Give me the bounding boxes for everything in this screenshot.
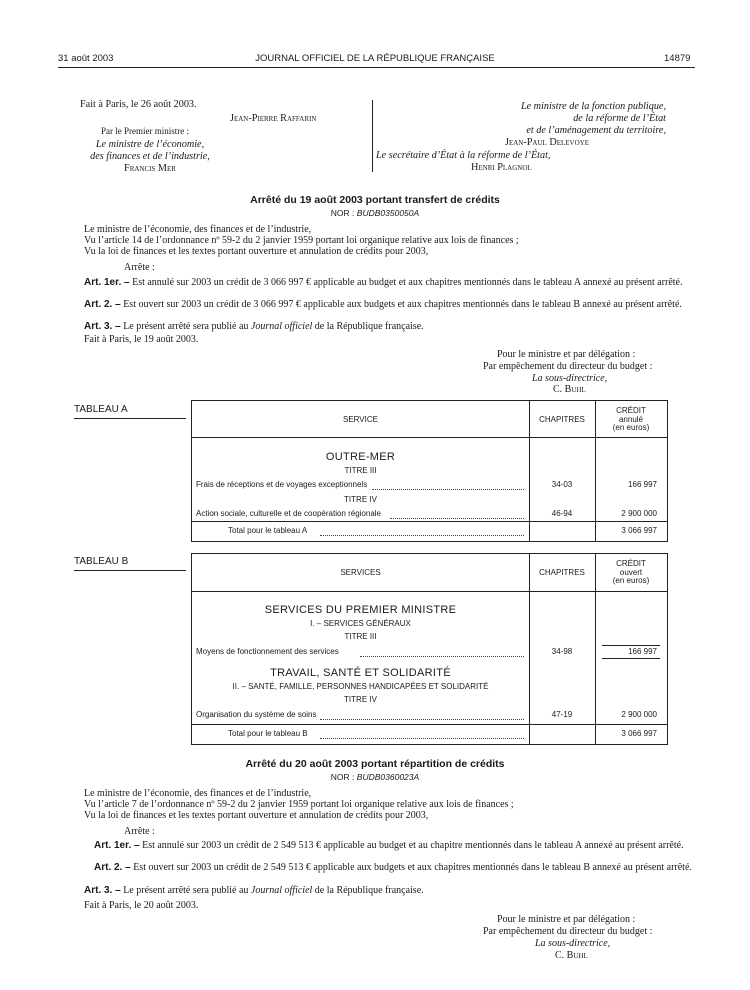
tableau-a-row2-chap: 46-94 bbox=[551, 509, 573, 518]
arrete1-nor-code: BUDB0350050A bbox=[356, 208, 420, 218]
arrete1-art2-text: Est ouvert sur 2003 un crédit de 3 066 997 € applicable aux budgets et aux chapitres mentionnés dans le tableau B annexé au présent arrêté. bbox=[123, 299, 682, 310]
tableau-b-sub2: II. – SANTÉ, FAMILLE, PERSONNES HANDICAPÉES ET SOLIDARITÉ bbox=[232, 682, 489, 691]
sig-right-line1: Le ministre de la fonction publique, bbox=[520, 101, 666, 112]
tableau-a-col-service: SERVICE bbox=[343, 415, 378, 424]
arrete2-done: Fait à Paris, le 20 août 2003. bbox=[84, 900, 199, 911]
arrete2-art2-text: Est ouvert sur 2003 un crédit de 2 549 513 € applicable aux budgets et aux chapitres mentionnés dans le tableau B annexé au présent arrêté. bbox=[133, 862, 692, 873]
arrete2-sig3: La sous-directrice, bbox=[535, 938, 611, 949]
tableau-b-header-rule bbox=[192, 591, 667, 592]
arrete2-intro: Le ministre de l’économie, des finances et de l’industrie, bbox=[84, 788, 312, 799]
tableau-b-row1-overline bbox=[602, 645, 660, 646]
header-journal-title: JOURNAL OFFICIEL DE LA RÉPUBLIQUE FRANÇAISE bbox=[255, 53, 495, 64]
tableau-a-row2-leader bbox=[390, 518, 524, 519]
tableau-b-sub1: I. – SERVICES GÉNÉRAUX bbox=[310, 619, 411, 628]
sig-left-minister-name: Francis Mer bbox=[124, 163, 176, 174]
tableau-a-total-label: Total pour le tableau A bbox=[228, 526, 308, 535]
tableau-b-row2-val: 2 900 000 bbox=[621, 710, 657, 719]
arrete1-art2-label: Art. 2. – bbox=[84, 299, 121, 310]
arrete1-art3-journal: Journal officiel bbox=[250, 321, 313, 332]
sig-left-minister-2: des finances et de l’industrie, bbox=[90, 151, 210, 162]
arrete2-art2-label: Art. 2. – bbox=[94, 862, 131, 873]
tableau-a-row1-val: 166 997 bbox=[628, 480, 657, 489]
arrete1-vu1: Vu l’article 14 de l’ordonnance nº 59-2 du 2 janvier 1959 portant loi organique relative aux lois de finances ; bbox=[84, 235, 519, 246]
tableau-b-label: TABLEAU B bbox=[74, 556, 129, 567]
tableau-b-row1-underline bbox=[602, 658, 660, 659]
arrete2-arrete: Arrête : bbox=[124, 826, 155, 837]
arrete2-art3-label: Art. 3. – bbox=[84, 885, 121, 896]
tableau-a-titre3: TITRE III bbox=[344, 466, 377, 475]
tableau-a-rule bbox=[74, 418, 186, 419]
arrete1-nor bbox=[0, 208, 750, 218]
arrete2-art1-label: Art. 1er. – bbox=[94, 840, 140, 851]
arrete1-title: Arrêté du 19 août 2003 portant transfert de crédits bbox=[250, 194, 500, 206]
sig-left-minister-1: Le ministre de l’économie, bbox=[95, 139, 205, 150]
tableau-a-col-credit-2: annulé bbox=[618, 415, 644, 424]
tableau-a-col-chapitres: CHAPITRES bbox=[539, 415, 585, 424]
arrete1-nor-label: NOR : bbox=[330, 208, 355, 218]
arrete2-sig2: Par empêchement du directeur du budget : bbox=[483, 926, 653, 937]
tableau-a-label: TABLEAU A bbox=[74, 404, 128, 415]
tableau-b-total-rule bbox=[192, 724, 667, 725]
arrete1-art1-label: Art. 1er. – bbox=[84, 277, 130, 288]
tableau-b-col-credit-3: (en euros) bbox=[612, 576, 650, 585]
sig-right-line2: de la réforme de l’État bbox=[573, 113, 666, 124]
arrete2-art2 bbox=[84, 862, 696, 873]
arrete2-art1 bbox=[84, 840, 696, 851]
header-page-number: 14879 bbox=[664, 53, 691, 64]
arrete1-art3-pre: Le présent arrêté sera publié au bbox=[123, 321, 249, 332]
tableau-b-row2-chap: 47-19 bbox=[551, 710, 573, 719]
arrete2-title: Arrêté du 20 août 2003 portant répartition de crédits bbox=[245, 758, 505, 770]
tableau-b-row1-val: 166 997 bbox=[628, 647, 657, 656]
sig-left-done: Fait à Paris, le 26 août 2003. bbox=[80, 99, 197, 110]
tableau-a-row1-chap: 34-03 bbox=[551, 480, 573, 489]
arrete2-nor-label: NOR : bbox=[330, 772, 355, 782]
header-date: 31 août 2003 bbox=[58, 53, 114, 64]
arrete1-sig4: C. Buhl bbox=[553, 384, 586, 395]
tableau-a-row1-label: Frais de réceptions et de voyages exceptionnels bbox=[196, 480, 368, 489]
tableau-b-col-credit-1: CRÉDIT bbox=[616, 559, 646, 568]
tableau-b-total-leader bbox=[320, 738, 524, 739]
tableau-a-row1-leader bbox=[372, 489, 524, 490]
signature-divider bbox=[372, 100, 373, 172]
arrete1-art3-post: de la République française. bbox=[314, 321, 424, 332]
tableau-a-header-rule bbox=[192, 437, 667, 438]
arrete2-nor-code: BUDB0360023A bbox=[356, 772, 420, 782]
tableau-b-row1-chap: 34-98 bbox=[551, 647, 573, 656]
tableau-b bbox=[191, 553, 668, 745]
arrete1-sig1: Pour le ministre et par délégation : bbox=[497, 349, 636, 360]
tableau-a-titre4: TITRE IV bbox=[344, 495, 377, 504]
tableau-b-section1: SERVICES DU PREMIER MINISTRE bbox=[264, 604, 457, 616]
arrete1-art2 bbox=[74, 299, 696, 310]
tableau-a-col-credit-3: (en euros) bbox=[612, 423, 650, 432]
arrete1-done: Fait à Paris, le 19 août 2003. bbox=[84, 334, 199, 345]
tableau-a-total-leader bbox=[320, 535, 524, 536]
tableau-a-col-credit-1: CRÉDIT bbox=[616, 406, 646, 415]
arrete2-sig1: Pour le ministre et par délégation : bbox=[497, 914, 636, 925]
tableau-a-total-rule bbox=[192, 521, 667, 522]
arrete2-art1-text: Est annulé sur 2003 un crédit de 2 549 513 € applicable au budget et au chapitre mentionnés dans le tableau A annexé au présent arrêté. bbox=[142, 840, 684, 851]
tableau-b-titre3: TITRE III bbox=[344, 632, 377, 641]
sig-right-name1: Jean-Paul Delevoye bbox=[505, 137, 589, 148]
arrete2-art3 bbox=[84, 885, 424, 896]
arrete2-art3-pre: Le présent arrêté sera publié au bbox=[123, 885, 249, 896]
tableau-b-total-label: Total pour le tableau B bbox=[228, 729, 308, 738]
tableau-b-col-chapitres: CHAPITRES bbox=[539, 568, 585, 577]
sig-right-line3: et de l’aménagement du territoire, bbox=[526, 125, 666, 136]
tableau-a bbox=[191, 400, 668, 542]
arrete1-vu2: Vu la loi de finances et les textes portant ouverture et annulation de crédits pour 2003, bbox=[84, 246, 429, 257]
arrete2-nor bbox=[0, 772, 750, 782]
tableau-b-col-services: SERVICES bbox=[340, 568, 381, 577]
tableau-b-section2: TRAVAIL, SANTÉ ET SOLIDARITÉ bbox=[270, 667, 451, 679]
arrete1-arrete: Arrête : bbox=[124, 262, 155, 273]
arrete2-art3-post: de la République française. bbox=[314, 885, 424, 896]
arrete2-sig4: C. Buhl bbox=[555, 950, 588, 961]
arrete2-vu1: Vu l’article 7 de l’ordonnance nº 59-2 du 2 janvier 1959 portant loi organique relative aux lois de finances ; bbox=[84, 799, 514, 810]
arrete1-art1-text: Est annulé sur 2003 un crédit de 3 066 997 € applicable au budget et aux chapitres mentionnés dans le tableau A annexé au présent arrêté. bbox=[132, 277, 683, 288]
arrete1-sig2: Par empêchement du directeur du budget : bbox=[483, 361, 653, 372]
arrete1-art3 bbox=[84, 321, 424, 332]
tableau-a-row2-val: 2 900 000 bbox=[621, 509, 657, 518]
sig-right-name2: Henri Plagnol bbox=[471, 162, 532, 173]
tableau-b-row1-label: Moyens de fonctionnement des services bbox=[196, 647, 339, 656]
tableau-b-titre4: TITRE IV bbox=[344, 695, 377, 704]
arrete1-sig3: La sous-directrice, bbox=[532, 373, 608, 384]
arrete2-vu2: Vu la loi de finances et les textes portant ouverture et annulation de crédits pour 2003, bbox=[84, 810, 429, 821]
sig-left-pm-name: Jean-Pierre Raffarin bbox=[230, 113, 317, 124]
tableau-b-row2-leader bbox=[320, 719, 524, 720]
tableau-b-rule bbox=[74, 570, 186, 571]
arrete2-art3-journal: Journal officiel bbox=[250, 885, 313, 896]
arrete1-intro: Le ministre de l’économie, des finances et de l’industrie, bbox=[84, 224, 312, 235]
arrete1-art1 bbox=[74, 277, 696, 288]
tableau-b-col-credit-2: ouvert bbox=[619, 568, 643, 577]
tableau-a-section: OUTRE-MER bbox=[325, 451, 396, 463]
tableau-a-total-val: 3 066 997 bbox=[621, 526, 657, 535]
tableau-a-row2-label: Action sociale, culturelle et de coopération régionale bbox=[196, 509, 382, 518]
arrete1-art3-label: Art. 3. – bbox=[84, 321, 121, 332]
header-rule bbox=[58, 67, 695, 68]
tableau-b-total-val: 3 066 997 bbox=[621, 729, 657, 738]
tableau-b-row1-leader bbox=[360, 656, 524, 657]
sig-right-line4: Le secrétaire d’État à la réforme de l’État, bbox=[376, 150, 551, 161]
tableau-b-row2-label: Organisation du système de soins bbox=[196, 710, 317, 719]
sig-left-by-pm: Par le Premier ministre : bbox=[101, 126, 189, 136]
